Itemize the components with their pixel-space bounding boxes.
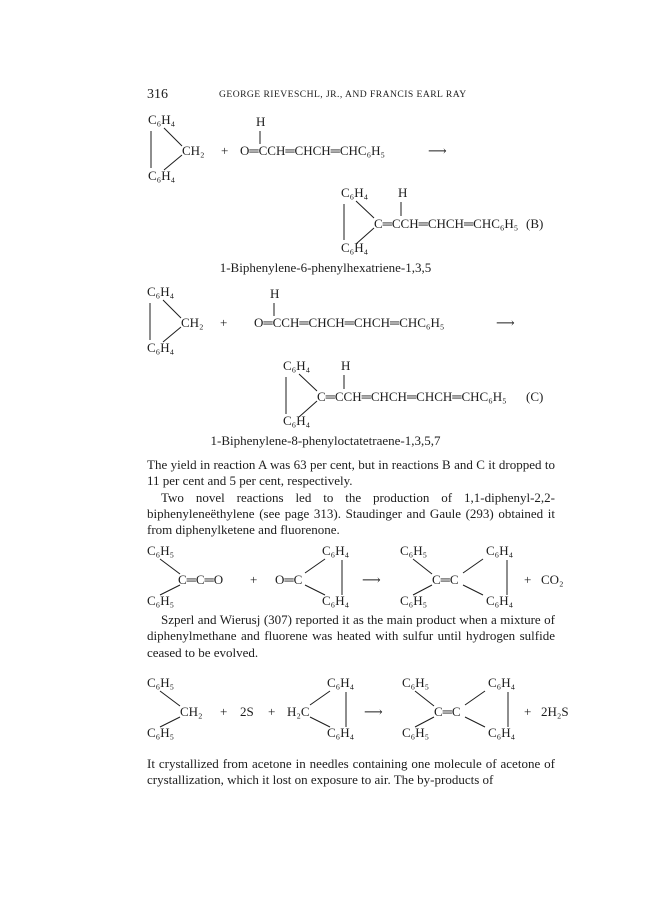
staudinger-ph-top: C₆H₅ — [147, 543, 175, 558]
szperl-prod-fl-top: C₆H₄ — [488, 675, 516, 690]
staudinger-prod-fl-top: C₆H₄ — [486, 543, 514, 558]
szperl-prod-fl-bottom: C₆H₄ — [488, 725, 516, 740]
reaction-b-ring-bond-top — [164, 128, 182, 146]
szperl-h2c: H₂C — [287, 704, 310, 719]
body-paragraph-szperl — [147, 612, 555, 661]
reaction-b-aldehyde-h: H — [256, 114, 266, 129]
reaction-c-scheme — [0, 280, 651, 445]
reaction-b-scheme — [0, 110, 651, 270]
staudinger-ph-bottom: C₆H₅ — [147, 593, 175, 608]
szperl-reaction-scheme — [0, 672, 651, 742]
reaction-c-caption: 1-Biphenylene-8-phenyloctatetraene-1,3,5,7 — [210, 433, 441, 448]
reaction-b-product-top: C₆H₄ — [341, 185, 369, 200]
reaction-c-aldehyde-h: H — [270, 286, 280, 301]
page-number: 316 — [147, 87, 168, 102]
reaction-b-caption: 1-Biphenylene-6-phenylhexatriene-1,3,5 — [219, 260, 432, 275]
staudinger-ketene: C═C═O — [178, 572, 224, 587]
szperl-sulfur: 2S — [240, 704, 254, 719]
paragraph-yields: The yield in reaction A was 63 per cent, but in reactions B and C it dropped to 11 per cent and 5 per cent, respectively. — [147, 457, 555, 489]
reaction-c-label: (C) — [526, 389, 544, 404]
staudinger-prod-bond-3 — [463, 559, 483, 573]
reaction-b-reactant-top: C₆H₄ — [148, 112, 176, 127]
szperl-prod-ph-top: C₆H₅ — [402, 675, 430, 690]
reaction-b-plus: + — [221, 143, 229, 158]
szperl-fl-top: C₆H₄ — [327, 675, 355, 690]
szperl-methylene: CH₂ — [180, 704, 203, 719]
reaction-c-product-bottom: C₆H₄ — [283, 413, 311, 428]
reaction-b-methylene: CH₂ — [182, 143, 205, 158]
staudinger-prod-bond-1 — [413, 559, 432, 574]
staudinger-reaction-scheme — [0, 540, 651, 610]
szperl-prod-bond-3 — [465, 691, 485, 705]
szperl-plus-3: + — [524, 704, 532, 719]
staudinger-ketene-bond-top — [160, 559, 180, 574]
page-header — [147, 87, 543, 103]
staudinger-fluorenone-bond-top — [305, 559, 325, 573]
reaction-b-reactant-bottom: C₆H₄ — [148, 168, 176, 183]
reaction-c-methylene: CH₂ — [181, 315, 204, 330]
szperl-ph-top: C₆H₅ — [147, 675, 175, 690]
reaction-b-product-chain: C═CCH═CHCH═CHC₆H₅ — [374, 216, 519, 231]
szperl-plus-1: + — [220, 704, 228, 719]
staudinger-fl-bottom: C₆H₄ — [322, 593, 350, 608]
szperl-plus-2: + — [268, 704, 276, 719]
reaction-c-plus: + — [220, 315, 228, 330]
staudinger-prod-ph-bottom: C₆H₅ — [400, 593, 428, 608]
szperl-fl-bond-top — [310, 691, 330, 705]
paragraph-szperl: Szperl and Wierusj (307) reported it as the main product when a mixture of diphenylmethane and fluorene was heated with sulfur until hydrogen sulfide ceased to be evolved. — [147, 612, 555, 660]
reaction-c-product-chain: C═CCH═CHCH═CHCH═CHC₆H₅ — [317, 389, 507, 404]
staudinger-plus-1: + — [250, 572, 258, 587]
staudinger-prod-center: C═C — [432, 572, 459, 587]
running-head: GEORGE RIEVESCHL, JR., AND FRANCIS EARL RAY — [219, 89, 467, 100]
reaction-c-reactant-bottom: C₆H₄ — [147, 340, 175, 355]
staudinger-plus-2: + — [524, 572, 532, 587]
staudinger-prod-ph-top: C₆H₅ — [400, 543, 428, 558]
staudinger-carbonyl: O═C — [275, 572, 303, 587]
staudinger-fl-top: C₆H₄ — [322, 543, 350, 558]
reaction-c-aldehyde: O═CCH═CHCH═CHCH═CHC₆H₅ — [254, 315, 445, 330]
body-paragraph-acetone — [147, 756, 555, 789]
reaction-c-product-top: C₆H₄ — [283, 358, 311, 373]
reaction-c-ring-bond-top — [163, 300, 181, 318]
szperl-prod-bond-1 — [415, 691, 434, 706]
body-paragraph-yields — [147, 457, 555, 538]
reaction-b-product-h: H — [398, 185, 408, 200]
szperl-prod-bond-4 — [465, 717, 485, 727]
staudinger-prod-fl-bottom: C₆H₄ — [486, 593, 514, 608]
reaction-c-product-ring-top — [299, 374, 317, 391]
reaction-c-product-h: H — [341, 358, 351, 373]
reaction-b-arrow: ⟶ — [428, 143, 447, 158]
szperl-fl-bottom: C₆H₄ — [327, 725, 355, 740]
staudinger-byproduct: CO₂ — [541, 572, 564, 587]
reaction-c-reactant-top: C₆H₄ — [147, 284, 175, 299]
szperl-bond-top — [160, 691, 180, 706]
reaction-c-arrow: ⟶ — [496, 315, 515, 330]
paragraph-acetone: It crystallized from acetone in needles containing one molecule of acetone of crystallization, which it lost on exposure to air. The by-products of — [147, 756, 555, 788]
staudinger-arrow: ⟶ — [362, 572, 381, 587]
paragraph-novel-reactions: Two novel reactions led to the production of 1,1-diphenyl-2,2-biphenyleneëthylene (see page 313). Staudinger and Gaule (293) obtained it from diphenylketene and fluorenone. — [147, 489, 555, 538]
reaction-b-product-ring-top — [356, 201, 374, 218]
szperl-arrow: ⟶ — [364, 704, 383, 719]
reaction-b-label: (B) — [526, 216, 544, 231]
szperl-byproduct: 2H₂S — [541, 704, 569, 719]
szperl-ph-bottom: C₆H₅ — [147, 725, 175, 740]
staudinger-prod-bond-4 — [463, 585, 483, 595]
reaction-b-product-bottom: C₆H₄ — [341, 240, 369, 255]
szperl-prod-center: C═C — [434, 704, 461, 719]
reaction-b-aldehyde: O═CCH═CHCH═CHC₆H₅ — [240, 143, 386, 158]
szperl-prod-ph-bottom: C₆H₅ — [402, 725, 430, 740]
